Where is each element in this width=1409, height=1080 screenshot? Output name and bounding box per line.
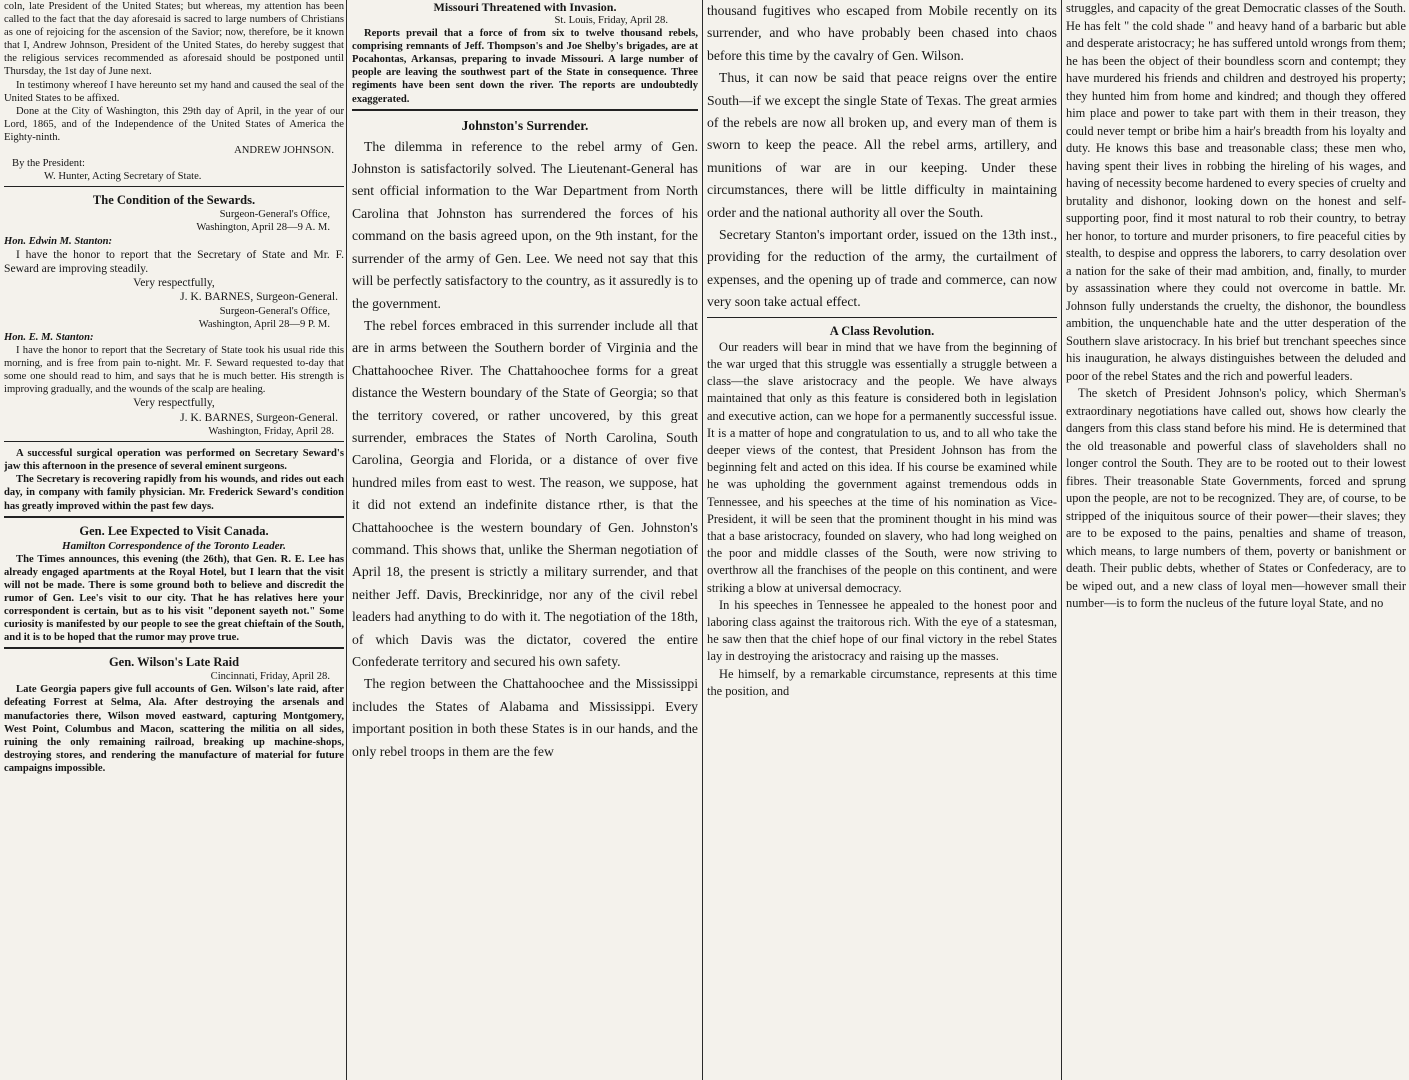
sewards-headline: The Condition of the Sewards. — [92, 193, 256, 208]
article-paragraph: struggles, and capacity of the great Democratic classes of the South. He has felt " the cold shade " and heavy hand of a barbaric but able and desperate aristocracy; he has suffered untold wrongs from them; he has been the object of their boundless scorn and contempt; they have murdered his friends and children and destroyed his property; they hunted him from home and kindred; and though they offered him place and power to take part with them in their treason, they could never tempt or bribe him a hair's breadth from his loyalty and duty. He knows this base and treasonable class; these men who, having spent their lives in robbing the hireling of his wages, and having of necessity become hardened to every species of cruelty and brutality and dishonor, looking down on the honest and self-supporting poor, find it most natural to rob their country, to betray her honor, to torture and murder prisoners, to fire peaceful cities by stealth, to despise and oppress the laborers, to carry desolation over a nation for the sake of their mad ambition, and, finally, to murder by assassination where they could not overcome in battle. Mr. Johnson fully understands the cruelty, the dishonor, the boundless ambition, the unquenchable hate and the utter desperation of the Southern slave aristocracy. In his brief but trenchant speeches since his inauguration, he always distinguishes between the deluded and poor of the rebel States and the rich and powerful leaders. — [1066, 1, 1406, 383]
class-revolution-headline: A Class Revolution. — [829, 323, 935, 338]
article-paragraph: Secretary Stanton's important order, issued on the 13th inst., providing for the reduction of the army, the curtailment of expenses, and the opening up of trade and commerce, can now very soon take actual effect. — [707, 227, 1057, 310]
proclamation-text: coln, late President of the United States; but whereas, my attention has been called to the fact that the day aforesaid is sacred to large numbers of Christians as one of rejoicing for the ascension of the Savior; now, therefore, be it known that I, Andrew Johnson, President of the United States, do hereby suggest that the religious services recommended as aforesaid should be postponed until Thursday, the 1st day of June next. — [4, 1, 344, 78]
column-rule — [1061, 0, 1062, 1080]
addressee: Hon. E. M. Stanton: — [4, 331, 94, 343]
lee-headline: Gen. Lee Expected to Visit Canada. — [79, 523, 269, 538]
johnston-paragraph: The dilemma in reference to the rebel army of Gen. Johnston is satisfactorily solved. The Lieutenant-General has sent official information to the War Department from North Carolina that Johnston has surrendered the forces of his command on the basis agreed upon, on the 9th instant, for the surrender of the army of Gen. Lee. We need not say that this will be perfectly satisfactory to the country, as it assuredly is to the government. — [352, 138, 698, 311]
barnes-signature: J. K. BARNES, Surgeon-General. — [180, 290, 338, 304]
lee-subhead: Hamilton Correspondence of the Toronto Leader. — [62, 539, 286, 552]
wilson-text: Late Georgia papers give full accounts of Gen. Wilson's late raid, after defeating Forrest at Selma, Ala. After destroying the arsenals and manufactories there, Wilson moved eastward, capturing Montgomery, West Point, Columbus and Macon, scattering the militia on all sides, ruining the only remaining railroad, breaking up machine-shops, destroying stores, and rendering the manufacture of material for future campaigns impossible. — [4, 684, 344, 774]
divider — [4, 186, 344, 189]
article-paragraph: Our readers will bear in mind that we have from the beginning of the war urged that this struggle was essentially a struggle between a class—the slave aristocracy and the people. We have always maintained that only as this feature is considered both in legislation and executive action, can we hope for a permanently successful issue. It is a matter of hope and congratulation to us, and to all who take the deeper views of the contest, that President Johnson has from the beginning felt and acted on this idea. If his course be examined while he was upholding the government against tremendous odds in Tennessee, and his speeches at the time of his nomination as Vice-President, it will be seen that the prominent thought in his mind was that a base aristocracy, founded on slavery, who had long weighed on the poor and middle classes of the South, were now striving to overthrow all the franchises of the people on this continent, and were striking a blow at universal democracy. — [707, 339, 1057, 595]
column-4 — [1066, 0, 1406, 1080]
recovering-text: The Secretary is recovering rapidly from his wounds, and rides out each day, in company with family physician. Mr. Frederick Seward's condition has greatly improved within the past few days. — [4, 474, 344, 512]
article-paragraph: In his speeches in Tennessee he appealed to the honest poor and laboring class against the traitorous rich. With the eye of a statesman, he saw then that the chief hope of our final victory in the rebel States lay in destroying the aristocracy and raising up the masses. — [707, 597, 1057, 664]
barnes-signature: J. K. BARNES, Surgeon-General. — [180, 410, 338, 424]
article-paragraph: The sketch of President Johnson's policy, which Sherman's extraordinary negotiations have called out, shows how clearly the dangers from this class stand before his mind. He is determined that the old treasonable and powerful class of slaveholders shall no longer control the South. They are to be rooted out to their lowest fibres. Their treasonable State Governments, forced and sprung upon the people, are not to be recognized. They are, of course, to be stripped of the iniquitous source of their power—their slaves; they are to be exposed to the pains, penalties and shame of treason, which means, to large numbers of them, poverty or banishment or death. Their public debts, whether of States or Confederacy, are to be wiped out, and a new class of loyal men—however small their number—is to form the nucleus of the future loyal State, and no — [1066, 386, 1406, 610]
column-3 — [707, 0, 1057, 1080]
testimony-text: In testimony whereof I have hereunto set my hand and caused the seal of the United States to be affixed. — [4, 79, 344, 104]
operation-text: A successful surgical operation was performed on Secretary Seward's jaw this afternoon in the presence of several eminent surgeons. — [4, 448, 344, 473]
divider — [4, 647, 344, 651]
report-text: I have the honor to report that the Secretary of State and Mr. F. Seward are improving steadily. — [4, 247, 344, 275]
lee-text: The Times announces, this evening (the 26th), that Gen. R. E. Lee has already engaged apartments at the Royal Hotel, but I learn that the visit will not be made. There is some ground both to believe and discredit the rumor of Gen. Lee's visit to our city. That he has relatives here your correspondent is certain, but as to his visit "deponent sayeth not." Some curiosity is manifested by our people to see the great chieftain of the South, and it is to be hoped that the rumor may prove true. — [4, 553, 344, 644]
dateline: Cincinnati, Friday, April 28. — [210, 671, 330, 683]
hunter-signature: W. Hunter, Acting Secretary of State. — [44, 171, 202, 183]
dateline: Washington, Friday, April 28. — [208, 426, 334, 438]
office-line: Surgeon-General's Office, — [219, 209, 330, 221]
wilson-headline: Gen. Wilson's Late Raid — [108, 655, 240, 670]
divider — [707, 317, 1057, 320]
closing: Very respectfully, — [133, 276, 215, 290]
closing: Very respectfully, — [133, 396, 215, 410]
johnston-paragraph: The region between the Chattahoochee and the Mississippi includes the States of Alabama and Mississippi. Every important position in both these States is in our hands, and the only rebel troops in them are the few — [352, 676, 698, 759]
article-paragraph: Thus, it can now be said that peace reigns over the entire South—if we except the single State of Texas. The great armies of the rebels are now all broken up, and every man of them is sworn to keep the peace. All the rebel arms, artillery, and munitions of war are in our keeping. Under these circumstances, there will be little difficulty in maintaining order and the national authority all over the South. — [707, 70, 1057, 220]
divider — [4, 516, 344, 520]
dateline: Washington, April 28—9 A. M. — [196, 222, 330, 234]
divider — [352, 109, 698, 113]
column-rule — [702, 0, 703, 1080]
by-president: By the President: — [12, 158, 85, 170]
signature: ANDREW JOHNSON. — [234, 145, 334, 157]
missouri-headline: Missouri Threatened with Invasion. — [433, 0, 617, 14]
johnston-paragraph: The rebel forces embraced in this surrender include all that are in arms between the Southern border of Virginia and the Chattahoochee River. The Chattahoochee forms for a great distance the Western boundary of the State of Georgia; so that the territory covered, or rather uncovered, by this great surrender, embraces the States of North Carolina, South Carolina, Georgia and Florida, or a distance of over five hundred miles from east to west. The reason, we suppose, hat it did not extend an indefinite distance rther, is that the Chattahoochee is the western boundary of Gen. Johnston's command. This shows that, unlike the Sherman negotiation of April 18, the present is strictly a military surrender, and that neither Jeff. Davis, Breckinridge, nor any of the civil rebel leaders had anything to do with it. The negotiation of the 18th, of which Davis was the dictator, covered the entire Confederate territory and secured his own safety. — [352, 317, 698, 669]
addressee: Hon. Edwin M. Stanton: — [4, 235, 113, 247]
report-text: I have the honor to report that the Secretary of State took his usual ride this morning, and is free from pain to-night. Mr. F. Seward requested to-day that some one should read to him, and says that he is much better. His strength is improving gradually, and the wounds of the scalp are healing. — [4, 345, 344, 396]
column-rule — [346, 0, 347, 1080]
article-paragraph: thousand fugitives who escaped from Mobile recently on its surrender, and who have probably been chased into chaos before this time by the cavalry of Gen. Wilson. — [707, 3, 1057, 63]
dateline: Washington, April 28—9 P. M. — [198, 318, 330, 330]
article-paragraph: He himself, by a remarkable circumstance, represents at this time the position, and — [707, 666, 1057, 698]
office-line: Surgeon-General's Office, — [219, 305, 330, 317]
missouri-text: Reports prevail that a force of from six to twelve thousand rebels, comprising remnants of Jeff. Thompson's and Joe Shelby's brigades, are at Pocahontas, Arkansas, preparing to invade Missouri. A large number of people are leaving the southwest part of the State in consequence. Three regiments have been sent down the river. The reports are undoubtedly exaggerated. — [352, 28, 698, 105]
column-1 — [4, 0, 344, 1080]
johnston-headline: Johnston's Surrender. — [461, 117, 589, 133]
column-2 — [352, 0, 698, 1080]
dateline: St. Louis, Friday, April 28. — [554, 15, 668, 26]
divider — [4, 441, 344, 444]
done-text: Done at the City of Washington, this 29th day of April, in the year of our Lord, 1865, and of the Independence of the United States of America the Eighty-ninth. — [4, 105, 344, 143]
